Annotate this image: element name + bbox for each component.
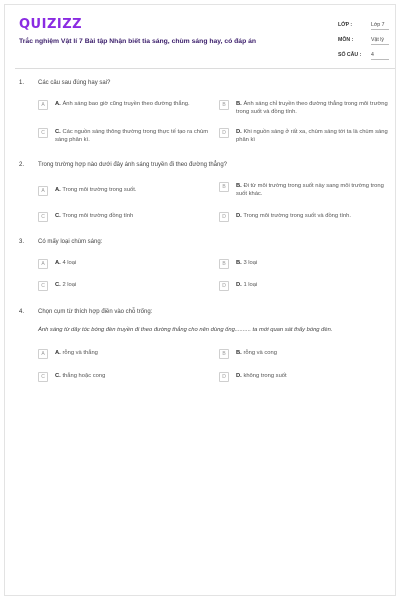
- question-4: [19, 309, 395, 389]
- option-label: 2 loại: [62, 282, 77, 288]
- option-label: 4 loại: [62, 260, 77, 266]
- meta-row-count: [338, 49, 394, 64]
- question-number: 4.: [19, 309, 25, 315]
- option-label: Ánh sáng bao giờ cũng truyền theo đường thẳng.: [62, 101, 190, 107]
- option-label: Khi nguồn sáng ở rất xa, chùm sáng tới ta là chùm sáng phân kì: [236, 129, 388, 143]
- option-box[interactable]: B: [219, 259, 229, 269]
- header-divider: [15, 68, 395, 69]
- option-letter: D.: [236, 373, 242, 379]
- option-text: [236, 372, 396, 380]
- meta-label: SỐ CÂU :: [338, 52, 362, 58]
- option-box[interactable]: C: [38, 128, 48, 138]
- quizizz-logo: QUIZIZZ: [19, 17, 83, 32]
- option-text: [236, 128, 396, 144]
- option-letter: B.: [236, 101, 242, 107]
- option-letter: B.: [236, 260, 242, 266]
- option-label: thẳng hoặc cong: [62, 373, 106, 379]
- option-box[interactable]: D: [219, 281, 229, 291]
- option-text: [236, 212, 396, 220]
- option-box[interactable]: D: [219, 128, 229, 138]
- question-passage: Ánh sáng từ dây tóc bóng đèn truyền đi theo đường thẳng cho nên dùng ống.......... ta mới quan sát thấy bóng đèn.: [38, 327, 333, 333]
- option-text: [236, 259, 396, 267]
- question-1: [19, 80, 395, 160]
- option-box[interactable]: B: [219, 100, 229, 110]
- option-letter: D.: [236, 213, 242, 219]
- meta-value: Lớp 7: [371, 22, 389, 30]
- option-text: [55, 186, 215, 194]
- option-box[interactable]: C: [38, 212, 48, 222]
- option-text: [55, 281, 215, 289]
- option-letter: B.: [236, 183, 242, 189]
- meta-label: LỚP :: [338, 22, 353, 28]
- option-label: Trong môi trường trong suốt và đồng tính.: [243, 213, 352, 219]
- option-box[interactable]: A: [38, 349, 48, 359]
- option-label: rỗng và thẳng: [62, 350, 98, 356]
- question-number: 3.: [19, 239, 25, 245]
- option-label: rỗng và cong: [243, 350, 277, 356]
- meta-row-subject: [338, 34, 394, 49]
- option-box[interactable]: D: [219, 212, 229, 222]
- meta-row-class: [338, 19, 394, 34]
- option-box[interactable]: C: [38, 372, 48, 382]
- option-box[interactable]: A: [38, 186, 48, 196]
- option-label: Các nguồn sáng thông thường trong thực tế tạo ra chùm sáng phân kì.: [55, 129, 209, 143]
- option-letter: C.: [55, 282, 61, 288]
- option-label: không trong suốt: [243, 373, 287, 379]
- option-letter: D.: [236, 129, 242, 135]
- option-letter: A.: [55, 187, 61, 193]
- worksheet-title: Trắc nghiệm Vật lí 7 Bài tập Nhận biết tia sáng, chùm sáng hay, có đáp án: [19, 38, 257, 45]
- option-box[interactable]: B: [219, 349, 229, 359]
- option-box[interactable]: B: [219, 182, 229, 192]
- option-box[interactable]: D: [219, 372, 229, 382]
- worksheet-page: [4, 4, 396, 596]
- option-box[interactable]: A: [38, 259, 48, 269]
- option-text: [55, 259, 215, 267]
- meta-value: 4: [371, 52, 389, 60]
- option-letter: A.: [55, 101, 61, 107]
- option-letter: B.: [236, 350, 242, 356]
- question-text: Có mấy loại chùm sáng:: [38, 239, 103, 245]
- option-label: 3 loại: [243, 260, 258, 266]
- meta-label: MÔN :: [338, 37, 354, 43]
- option-text: [236, 182, 396, 198]
- option-letter: C.: [55, 129, 61, 135]
- option-label: Trong môi trường trong suốt.: [62, 187, 137, 193]
- meta-value: Vật lý: [371, 37, 389, 45]
- option-label: Trong môi trường đồng tính: [62, 213, 134, 219]
- question-2: [19, 162, 395, 232]
- worksheet-meta: [338, 19, 394, 64]
- question-number: 2.: [19, 162, 25, 168]
- option-text: [236, 281, 396, 289]
- option-letter: D.: [236, 282, 242, 288]
- option-label: Đi từ môi trường trong suốt này sang môi trường trong suốt khác.: [236, 183, 384, 197]
- option-text: [55, 372, 215, 380]
- option-text: [55, 349, 215, 357]
- option-text: [236, 100, 396, 116]
- question-number: 1.: [19, 80, 25, 86]
- option-label: 1 loại: [243, 282, 258, 288]
- option-letter: C.: [55, 373, 61, 379]
- option-label: Ánh sáng chỉ truyền theo đường thẳng trong môi trường trong suốt và đồng tính.: [236, 101, 388, 115]
- option-box[interactable]: C: [38, 281, 48, 291]
- option-text: [55, 212, 215, 220]
- option-letter: C.: [55, 213, 61, 219]
- question-3: [19, 239, 395, 299]
- option-text: [236, 349, 396, 357]
- question-text: Trong trường hợp nào dưới đây ánh sáng truyền đi theo đường thẳng?: [38, 162, 228, 168]
- question-text: Các câu sau đúng hay sai?: [38, 80, 111, 86]
- option-box[interactable]: A: [38, 100, 48, 110]
- option-text: [55, 100, 215, 108]
- option-letter: A.: [55, 350, 61, 356]
- option-letter: A.: [55, 260, 61, 266]
- question-text: Chọn cụm từ thích hợp điền vào chỗ trống:: [38, 309, 153, 315]
- option-text: [55, 128, 215, 144]
